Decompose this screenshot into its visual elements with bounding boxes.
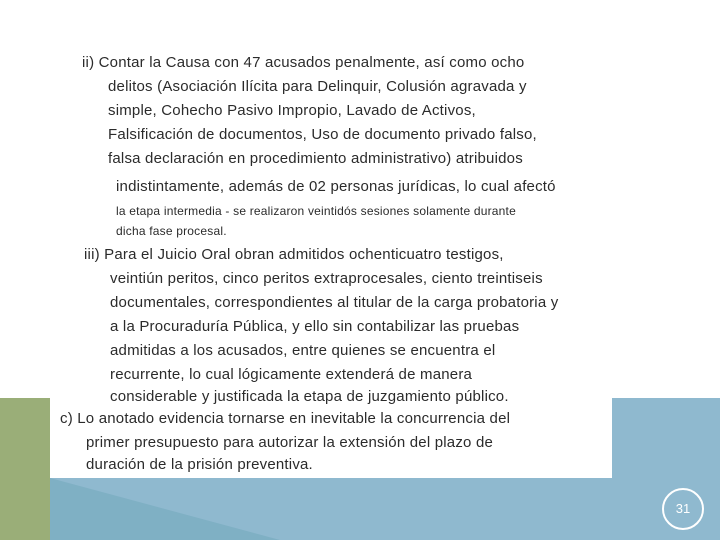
footer-triangle-shape: [50, 478, 280, 540]
scanned-document-image: [50, 40, 612, 478]
doc-line: admitidas a los acusados, entre quienes se encuentra el: [110, 342, 496, 359]
doc-line: Falsificación de documentos, Uso de documento privado falso,: [108, 126, 537, 143]
doc-line: primer presupuesto para autorizar la extensión del plazo de: [86, 434, 494, 451]
doc-line: iii) Para el Juicio Oral obran admitidos ochenticuatro testigos,: [84, 246, 504, 263]
doc-line: veintiún peritos, cinco peritos extraprocesales, ciento treintiseis: [110, 270, 543, 287]
doc-line: indistintamente, además de 02 personas jurídicas, lo cual afectó: [116, 178, 556, 195]
footer-olive-block: [0, 398, 50, 540]
doc-line: simple, Cohecho Pasivo Impropio, Lavado de Activos,: [108, 102, 476, 119]
doc-line: delitos (Asociación Ilícita para Delinquir, Colusión agravada y: [108, 78, 527, 95]
doc-line: la etapa intermedia - se realizaron veintidós sesiones solamente durante: [116, 204, 516, 218]
doc-line: recurrente, lo cual lógicamente extenderá de manera: [110, 366, 473, 383]
doc-line: ii) Contar la Causa con 47 acusados penalmente, así como ocho: [82, 54, 525, 71]
doc-line: considerable y justificada la etapa de juzgamiento público.: [110, 388, 509, 405]
doc-line: duración de la prisión preventiva.: [86, 456, 313, 473]
doc-line: dicha fase procesal.: [116, 224, 227, 238]
doc-line: c) Lo anotado evidencia tornarse en inevitable la concurrencia del: [60, 410, 511, 427]
doc-line: falsa declaración en procedimiento administrativo) atribuidos: [108, 150, 523, 167]
doc-line: a la Procuraduría Pública, y ello sin contabilizar las pruebas: [110, 318, 520, 335]
scan-cut-gap: [50, 168, 612, 174]
doc-line: documentales, correspondientes al titular de la carga probatoria y: [110, 294, 559, 311]
page-number-badge: 31: [662, 488, 704, 530]
